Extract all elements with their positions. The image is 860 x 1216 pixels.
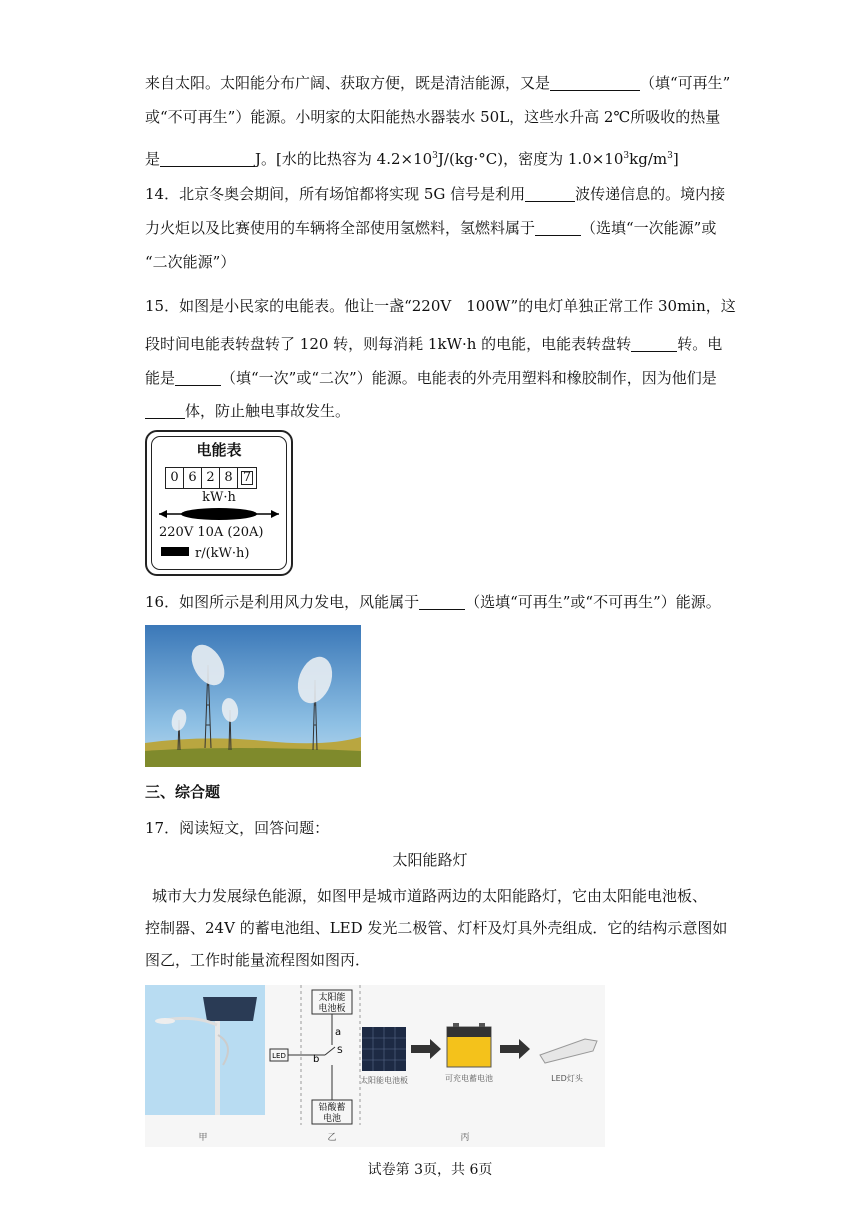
solar-panel-image	[362, 1027, 406, 1071]
exponent: 3	[432, 151, 438, 161]
text: （填“可再生”	[640, 74, 731, 92]
battery-image	[447, 1023, 491, 1067]
text: ]	[672, 150, 679, 168]
caption-bing: 丙	[460, 1133, 470, 1143]
text: 转。电	[677, 335, 723, 353]
q17-intro: 17．阅读短文，回答问题：	[145, 819, 330, 837]
text: 段时间电能表转盘转了 120 转，则每消耗 1kW·h 的电能，电能表转盘转	[145, 335, 632, 353]
q13-line-2: 或“不可再生”）能源。小明家的太阳能热水器装水 50L，这些水升高 2℃所吸收的热量	[145, 108, 721, 126]
meter-rating: 220V 10A (20A)	[159, 525, 264, 540]
article-line-1: 城市大力发展绿色能源，如图甲是城市道路两边的太阳能路灯，它由太阳能电池板、	[152, 887, 708, 905]
q14-line-3: “二次能源”）	[145, 253, 236, 271]
circuit-label: 太阳能	[318, 993, 346, 1003]
article-line-3: 图乙，工作时能量流程图如图丙．	[145, 951, 371, 969]
q16-line	[145, 592, 721, 612]
hidden-value-block	[161, 547, 189, 556]
q15-line-2	[145, 334, 722, 354]
exponent: 3	[623, 151, 630, 161]
text: J/(kg·°C)，密度为 1.0×10	[437, 150, 624, 168]
flow-label: LED灯头	[551, 1074, 583, 1083]
caption-jia: 甲	[198, 1133, 208, 1143]
q13-line-1	[145, 73, 730, 93]
page-footer: 试卷第 3页，共 6页	[367, 1162, 493, 1178]
circuit-label: 铅酸蓄	[318, 1103, 346, 1113]
circuit-label: 电池板	[318, 1004, 346, 1014]
answer-blank[interactable]	[160, 151, 255, 167]
text: （选填“一次能源”或	[581, 219, 717, 237]
text: 波传递信息的。境内接	[575, 185, 726, 203]
flow-label: 可充电蓄电池	[445, 1074, 493, 1083]
meter-title: 电能表	[196, 441, 242, 459]
article-title: 太阳能路灯	[392, 851, 468, 869]
q15-line-4	[145, 401, 350, 421]
meter-unit: kW·h	[202, 490, 236, 505]
caption-yi: 乙	[327, 1133, 337, 1143]
meter-rev-unit: r/(kW·h)	[195, 546, 250, 561]
answer-blank[interactable]	[175, 370, 221, 386]
circuit-a-label: a	[335, 1027, 342, 1038]
answer-blank[interactable]	[145, 403, 185, 419]
text: 体，防止触电事故发生。	[185, 402, 351, 420]
circuit-led-label: LED	[272, 1052, 286, 1060]
wind-turbines-photo	[145, 625, 361, 767]
street-light-photo	[145, 985, 265, 1115]
meter-digit: 6	[184, 468, 202, 488]
circuit-label: 电池	[322, 1114, 342, 1124]
text: J。[水的比热容为 4.2×10	[255, 150, 433, 168]
q15-line-3	[145, 368, 717, 388]
text: 14．北京冬奥会期间，所有场馆都将实现 5G 信号是利用	[145, 185, 526, 203]
solar-street-light-figure	[145, 985, 605, 1147]
text: 16．如图所示是利用风力发电，风能属于	[145, 593, 420, 611]
text: （填“一次”或“二次”）能源。电能表的外壳用塑料和橡胶制作，因为他们是	[221, 369, 717, 387]
meter-digit-decimal: 7	[238, 468, 256, 488]
flow-label: 太阳能电池板	[360, 1076, 408, 1085]
electric-meter	[145, 430, 293, 576]
meter-revolutions	[161, 546, 249, 561]
article-line-2: 控制器、24V 的蓄电池组、LED 发光二极管、灯杆及灯具外壳组成．它的结构示意图如	[145, 919, 728, 937]
meter-digit: 8	[220, 468, 238, 488]
q14-line-2	[145, 218, 716, 238]
answer-blank[interactable]	[419, 594, 465, 610]
meter-rotor-icon	[157, 504, 281, 524]
answer-blank[interactable]	[525, 186, 575, 202]
exponent: 3	[667, 151, 673, 161]
section-heading: 三、综合题	[145, 783, 221, 801]
circuit-s-label: S	[337, 1046, 343, 1056]
meter-digit: 0	[166, 468, 184, 488]
text: （选填“可再生”或“不可再生”）能源。	[465, 593, 721, 611]
q13-line-3	[145, 146, 679, 169]
text: 力火炬以及比赛使用的车辆将全部使用氢燃料，氢燃料属于	[145, 219, 536, 237]
text: kg/m	[629, 150, 668, 168]
circuit-b-label: b	[313, 1054, 320, 1065]
answer-blank[interactable]	[550, 75, 640, 91]
text: 是	[145, 150, 161, 168]
meter-digit: 2	[202, 468, 220, 488]
q15-line-1: 15．如图是小民家的电能表。他让一盏“220V 100W”的电灯单独正常工作 30min，这	[145, 297, 736, 315]
answer-blank[interactable]	[535, 220, 581, 236]
text: 能是	[145, 369, 176, 387]
text: 来自太阳。太阳能分布广阔、获取方便，既是清洁能源，又是	[145, 74, 551, 92]
q14-line-1	[145, 184, 725, 204]
meter-digits	[165, 467, 257, 489]
answer-blank[interactable]	[631, 336, 677, 352]
